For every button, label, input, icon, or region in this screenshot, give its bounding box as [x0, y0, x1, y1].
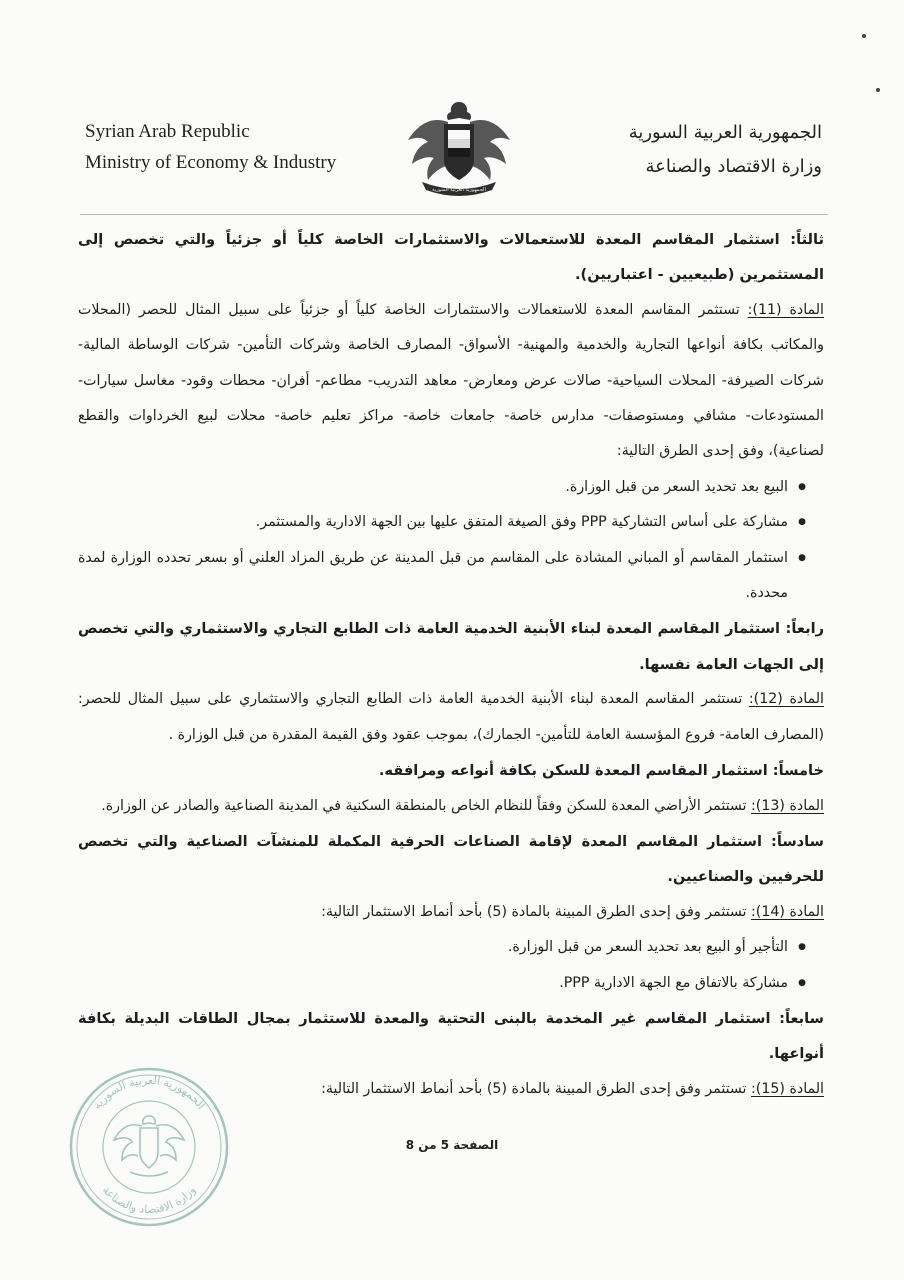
section-5-heading: خامساً: استثمار المقاسم المعدة للسكن بكافة أنواعه ومرافقه.	[378, 762, 824, 780]
article-13	[78, 789, 824, 824]
speck	[876, 88, 880, 92]
page-number: الصفحة 5 من 8	[405, 1138, 499, 1152]
article-12-label: المادة (12):	[748, 691, 824, 708]
article-12-text: تستثمر المقاسم المعدة لبناء الأبنية الخدمية العامة ذات الطابع التجاري والاستثماري على سبيل المثال للحصر: (المصارف العامة- فروع المؤسسة العامة للتأمين- الجمارك)، بموجب عقود وفق القيمة المقدرة من قبل الوزارة .	[78, 691, 824, 743]
header-ar-country: الجمهورية العربية السورية	[628, 122, 822, 143]
header-en-ministry: Ministry of Economy & Industry	[85, 152, 337, 173]
section-3-heading: ثالثاً: استثمار المقاسم المعدة للاستعمالات والاستثمارات الخاصة كلياً أو جزئياً والتي تخصص إلى المستثمرين (طبيعيين - اعتباريين).	[78, 231, 824, 284]
section-7-heading: سابعاً: استثمار المقاسم غير المخدمة بالبنى التحتية والمعدة للاستثمار بمجال الطاقات البديلة بكافة أنواعها.	[78, 1009, 824, 1063]
article-14-list	[78, 930, 824, 1001]
article-14-text: تستثمر وفق إحدى الطرق المبينة بالمادة (5) بأحد أنماط الاستثمار التالية:	[321, 903, 747, 920]
article-12	[78, 682, 824, 753]
seal-top-text: الجمهورية العربية السورية	[90, 1073, 208, 1112]
article-13-text: تستثمر الأراضي المعدة للسكن وفقاً للنظام الخاص بالمنطقة السكنية في المدينة الصناعية والصادر عن الوزارة.	[101, 797, 747, 814]
article-11	[78, 293, 824, 470]
list-item: ● البيع بعد تحديد السعر من قبل الوزارة.	[78, 470, 806, 505]
seal-bottom-text: وزارة الاقتصاد والصناعة	[99, 1183, 199, 1217]
list-item: ● مشاركة على أساس التشاركية PPP وفق الصيغة المتفق عليها بين الجهة الادارية والمستثمر.	[78, 505, 806, 540]
header-divider	[80, 214, 828, 215]
header-ar-ministry: وزارة الاقتصاد والصناعة	[645, 156, 822, 177]
article-14	[78, 895, 824, 930]
article-15-text: تستثمر وفق إحدى الطرق المبينة بالمادة (5) بأحد أنماط الاستثمار التالية:	[321, 1080, 747, 1097]
article-14-label: المادة (14):	[751, 903, 824, 920]
list-item: ● التأجير أو البيع بعد تحديد السعر من قبل الوزارة.	[78, 930, 806, 965]
header-arabic	[522, 116, 822, 184]
header-en-country: Syrian Arab Republic	[85, 121, 250, 142]
list-item: ● مشاركة بالاتفاق مع الجهة الادارية PPP.	[78, 966, 806, 1001]
article-11-label: المادة (11):	[747, 301, 824, 318]
article-11-text: تستثمر المقاسم المعدة للاستعمالات والاستثمارات الخاصة كلياً أو جزئياً على سبيل المثال للحصر (المحلات والمكاتب بكافة أنواعها التجارية والخدمية والمهنية- الأسواق- المصارف الخاصة وشركات التأمين- شركات الوساطة المالية- شركات الصيرفة- المحلات السياحية- صالات عرض ومعارض- معاهد التدريب- مطاعم- أفران- محطات وقود- مغاسل سيارات- المستودعات- مشافي ومستوصفات- مدارس خاصة- جامعات خاصة- مراكز تعليم خاصة- محلات لبيع الخرداوات والقطع لصناعية)، وفق إحدى الطرق التالية:	[78, 301, 824, 460]
article-13-label: المادة (13):	[751, 797, 824, 814]
eagle-emblem-icon	[404, 96, 514, 200]
svg-text:وزارة الاقتصاد والصناعة	[100, 1183, 198, 1216]
section-6-heading: سادساً: استثمار المقاسم المعدة لإقامة الصناعات الحرفية المكملة للمنشآت الصناعية والتي تخصص للحرفيين والصناعيين.	[78, 832, 824, 886]
document-body	[78, 222, 824, 1107]
speck	[862, 34, 866, 38]
list-item: ● استثمار المقاسم أو المباني المشادة على المقاسم من قبل المدينة عن طريق المزاد العلني أو بسعر تحدده الوزارة لمدة محددة.	[78, 541, 806, 612]
section-4-heading: رابعاً: استثمار المقاسم المعدة لبناء الأبنية الخدمية العامة ذات الطابع التجاري والاستثماري والتي تخصص إلى الجهات العامة نفسها.	[78, 620, 824, 673]
article-15-label: المادة (15):	[751, 1080, 824, 1097]
emblem-ribbon-text: الجمهورية العربية السورية	[432, 187, 486, 193]
article-11-list	[78, 470, 824, 612]
header-english	[85, 116, 415, 178]
